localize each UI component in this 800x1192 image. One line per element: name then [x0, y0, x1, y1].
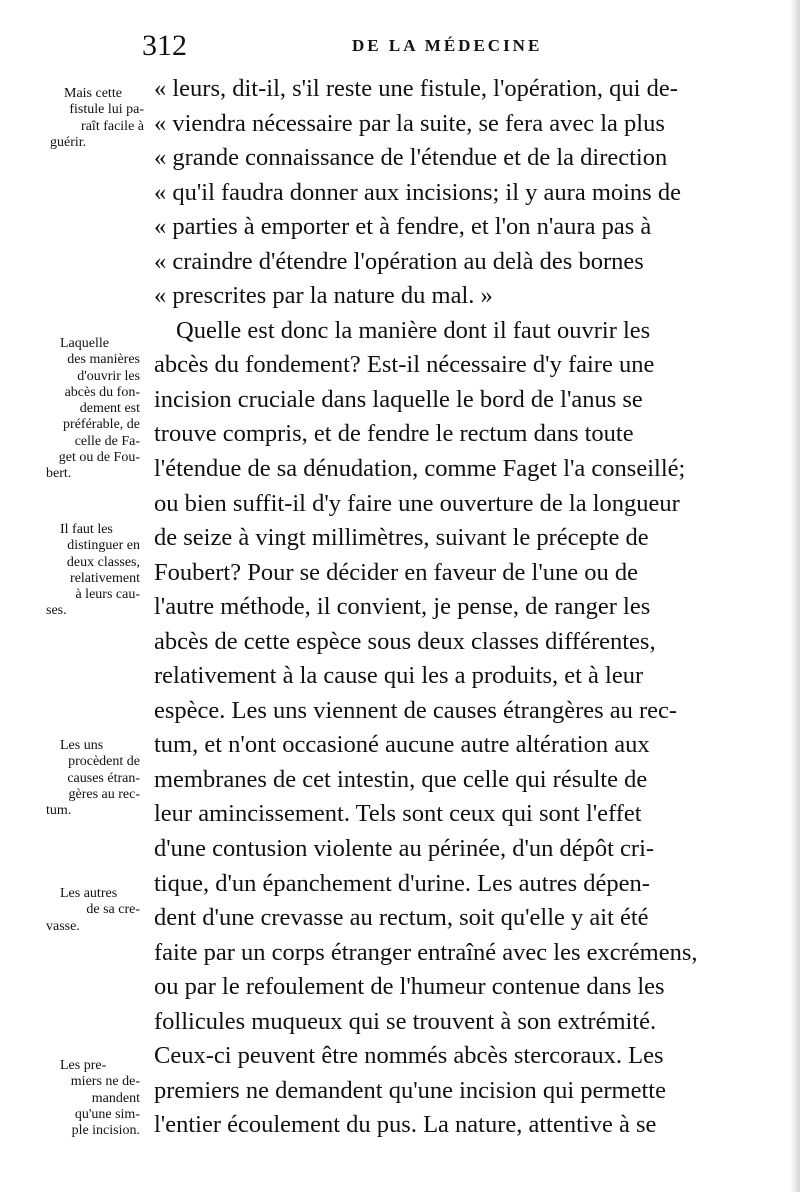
text-line: leur amincissement. Tels sont ceux qui sont l'effet: [154, 800, 642, 828]
margin-notes: [0, 0, 148, 1192]
margin-note-fistule: [50, 86, 144, 151]
margin-note-classes: [46, 522, 140, 620]
margin-note-line: deux classes,: [66, 554, 140, 570]
text-line: Foubert? Pour se décider en faveur de l'une ou de: [154, 558, 639, 586]
text-line: espèce. Les uns viennent de causes étrangères au rec-: [154, 696, 678, 724]
text-line: premiers ne demandent qu'une incision qui permette: [154, 1076, 666, 1104]
text-line: trouve compris, et de fendre le rectum dans toute: [154, 420, 634, 448]
text-line: membranes de cet intestin, que celle qui résulte de: [154, 765, 648, 793]
running-head: [142, 30, 742, 62]
margin-note-line: ses.: [46, 603, 67, 619]
text-line: tique, d'un épanchement d'urine. Les autres dépen-: [154, 869, 650, 897]
text-line: follicules muqueux qui se trouvent à son extrémité.: [154, 1007, 657, 1035]
text-line: « grande connaissance de l'étendue et de la direction: [154, 144, 668, 172]
paragraph-start-line: Quelle est donc la manière dont il faut ouvrir les: [176, 316, 651, 344]
page-edge-shadow: [790, 0, 800, 1192]
text-line: l'étendue de sa dénudation, comme Faget l'a conseillé;: [154, 455, 686, 483]
margin-note-line: Les uns: [60, 738, 104, 753]
text-line: abcès de cette espèce sous deux classes différentes,: [154, 627, 656, 655]
margin-note-line: qu'une sim-: [74, 1106, 140, 1122]
margin-note-line: préférable, de: [63, 417, 140, 433]
margin-note-uns: [46, 738, 140, 819]
margin-note-line: Il faut les: [60, 522, 113, 537]
margin-note-line: de sa cre-: [86, 902, 140, 918]
margin-note-line: abcès du fon-: [64, 384, 140, 400]
margin-note-line: ple incision.: [71, 1123, 140, 1139]
text-line: abcès du fondement? Est-il nécessaire d'y faire une: [154, 351, 655, 379]
text-line: incision cruciale dans laquelle le bord de l'anus se: [154, 385, 643, 413]
margin-note-line: fistule lui pa-: [69, 102, 144, 118]
text-line: tum, et n'ont occasioné aucune autre altération aux: [154, 731, 650, 759]
margin-note-line: Mais cette: [64, 86, 122, 101]
margin-note-line: Laquelle: [60, 336, 109, 351]
margin-note-line: celle de Fa-: [74, 433, 140, 449]
text-line: dent d'une crevasse au rectum, soit qu'elle y ait été: [154, 904, 649, 932]
text-line: « craindre d'étendre l'opération au delà des bornes: [154, 247, 644, 275]
margin-note-line: miers ne de-: [70, 1074, 140, 1090]
text-line: « viendra nécessaire par la suite, se fera avec la plus: [154, 109, 665, 137]
margin-note-line: tum.: [46, 803, 72, 819]
text-line: l'entier écoulement du pus. La nature, attentive à se: [154, 1111, 657, 1139]
margin-note-line: d'ouvrir les: [77, 368, 140, 384]
text-line: « leurs, dit-il, s'il reste une fistule, l'opération, qui de-: [154, 75, 678, 102]
margin-note-premiers: [46, 1058, 140, 1139]
margin-note-line: raît facile à: [81, 118, 144, 134]
margin-note-line: mandent: [91, 1090, 140, 1106]
margin-note-line: distinguer en: [67, 538, 140, 554]
margin-note-line: des manières: [67, 352, 140, 368]
text-line: de seize à vingt millimètres, suivant le précepte de: [154, 524, 649, 552]
margin-note-line: bert.: [46, 466, 72, 482]
page-number: 312: [142, 29, 187, 62]
margin-note-line: Les pre-: [60, 1058, 107, 1073]
margin-note-line: vasse.: [46, 918, 80, 934]
body-text: [154, 72, 758, 1143]
margin-note-line: procèdent de: [68, 754, 140, 770]
margin-note-manieres: [46, 336, 140, 483]
margin-note-line: à leurs cau-: [75, 587, 140, 603]
text-line: ou par le refoulement de l'humeur contenue dans les: [154, 973, 665, 1001]
text-line: relativement à la cause qui les a produits, et à leur: [154, 662, 644, 690]
text-line: faite par un corps étranger entraîné avec les excrémens,: [154, 938, 698, 966]
margin-note-line: Les autres: [60, 886, 118, 901]
text-line: l'autre méthode, il convient, je pense, de ranger les: [154, 593, 651, 621]
running-title: DE LA MÉDECINE: [352, 36, 543, 55]
margin-note-line: causes étran-: [67, 770, 140, 786]
text-line: Ceux-ci peuvent être nommés abcès stercoraux. Les: [154, 1042, 664, 1070]
margin-note-line: get ou de Fou-: [58, 450, 140, 466]
margin-note-autres: [46, 886, 140, 935]
margin-note-line: dement est: [79, 401, 140, 417]
margin-note-line: relativement: [70, 570, 140, 586]
text-line: « parties à emporter et à fendre, et l'on n'aura pas à: [154, 213, 652, 241]
text-line: d'une contusion violente au périnée, d'un dépôt cri-: [154, 835, 655, 863]
text-line: ou bien suffit-il d'y faire une ouverture de la longueur: [154, 489, 680, 517]
text-line: « qu'il faudra donner aux incisions; il y aura moins de: [154, 178, 681, 206]
margin-note-line: guérir.: [50, 134, 87, 150]
margin-note-line: gères au rec-: [68, 786, 140, 802]
text-line: « prescrites par la nature du mal. »: [154, 282, 493, 310]
